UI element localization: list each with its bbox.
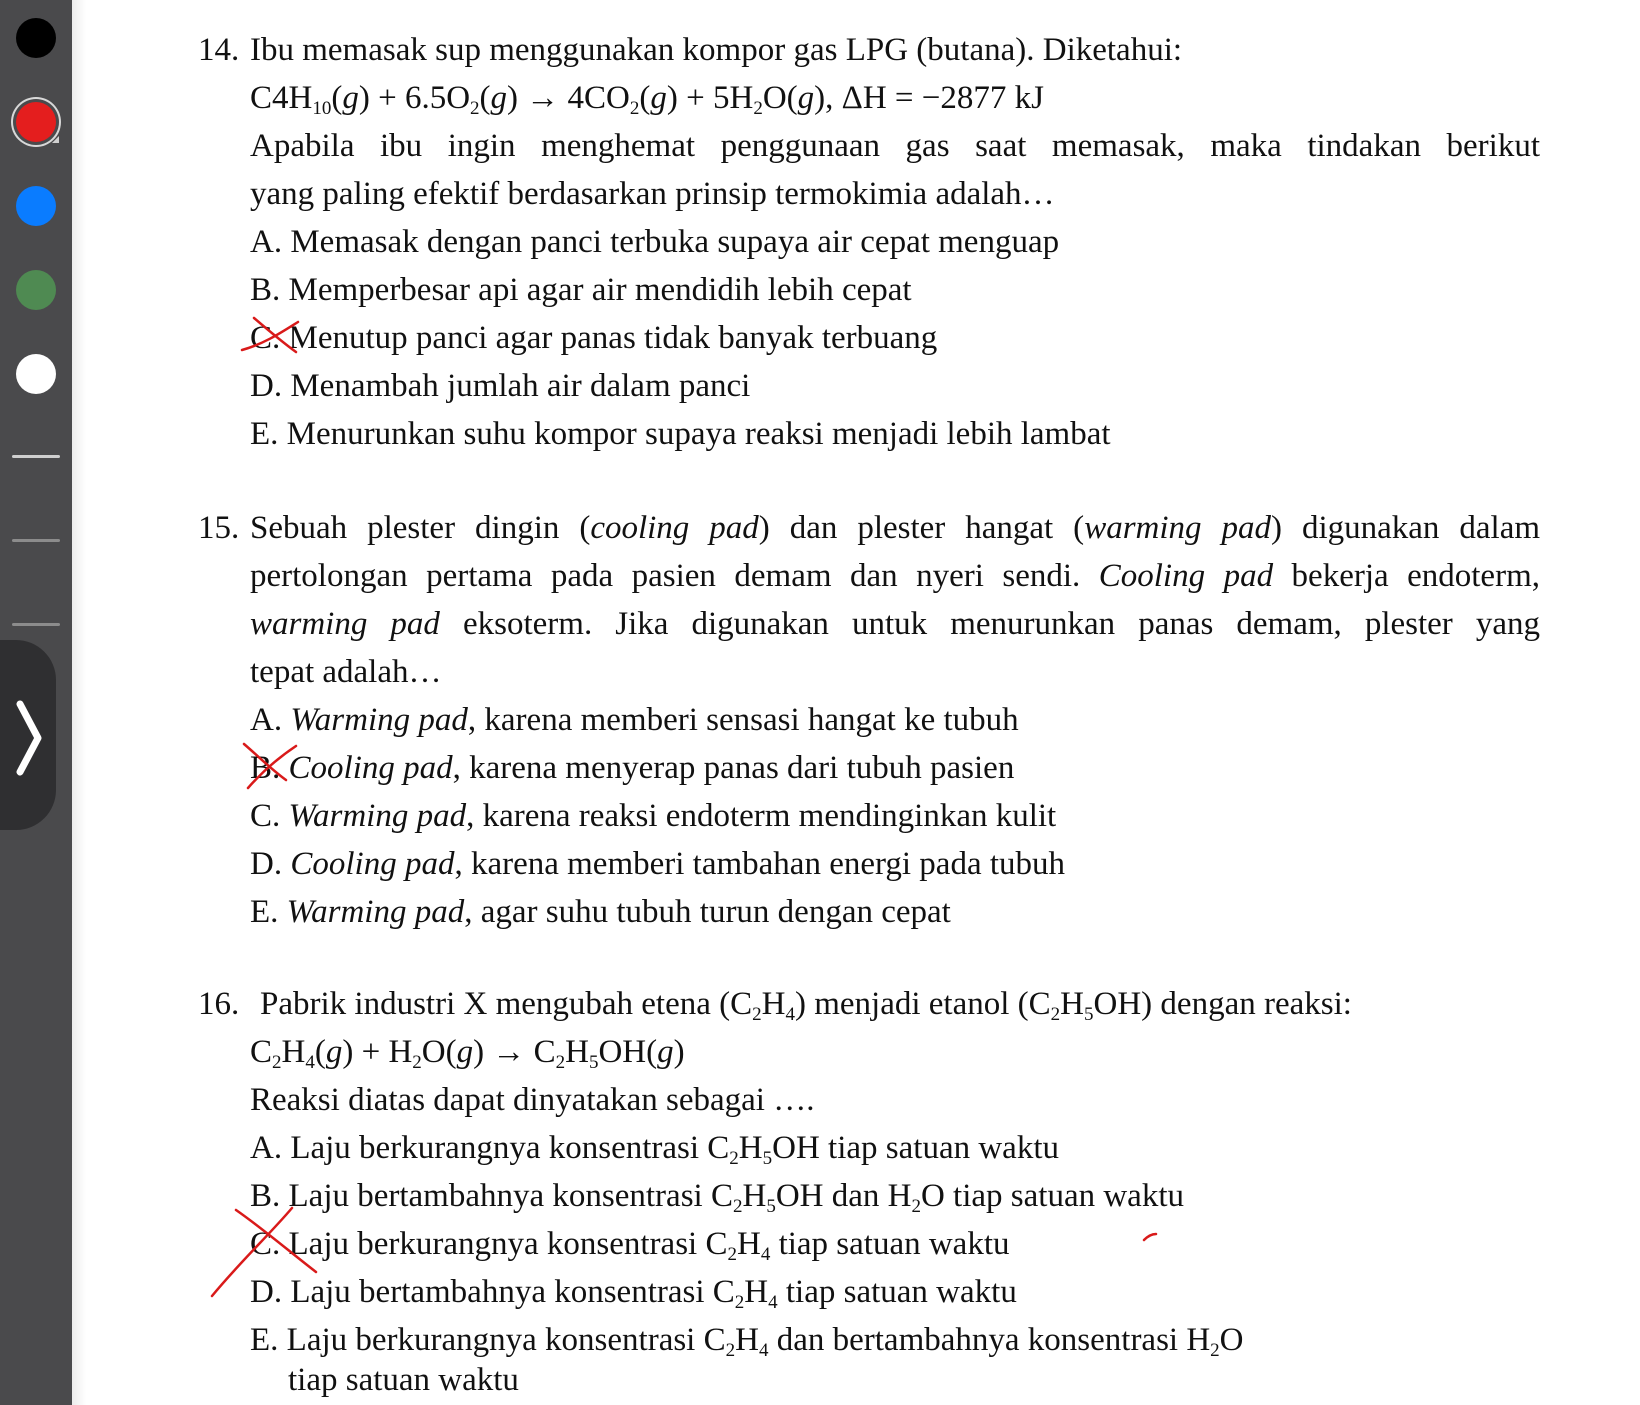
question-14-option-a[interactable]: A. Memasak dengan panci terbuka supaya air cepat menguap: [250, 224, 1060, 260]
question-15-option-e[interactable]: E. Warming pad, agar suhu tubuh turun dengan cepat: [250, 894, 951, 930]
question-15-option-c[interactable]: C. Warming pad, karena reaksi endoterm mendinginkan kulit: [250, 798, 1057, 834]
question-14-option-e[interactable]: E. Menurunkan suhu kompor supaya reaksi menjadi lebih lambat: [250, 416, 1111, 452]
question-15-option-d[interactable]: D. Cooling pad, karena memberi tambahan energi pada tubuh: [250, 846, 1066, 882]
question-14-intro: Ibu memasak sup menggunakan kompor gas LPG (butana). Diketahui:: [250, 32, 1183, 68]
question-16-option-b[interactable]: B. Laju bertambahnya konsentrasi $C_2H_5OH$ dan $H_2O$ tiap satuan waktu: [250, 1178, 1184, 1217]
question-16-option-c[interactable]: C. Laju berkurangnya konsentrasi $C_2H_4$ tiap satuan waktu: [250, 1226, 1010, 1265]
question-14-stem-line-2: yang paling efektif berdasarkan prinsip termokimia adalah…: [250, 176, 1055, 212]
question-15-stem-line-2: pertolongan pertama pada pasien demam dan nyeri sendi. Cooling pad bekerja endoterm,: [250, 558, 1540, 594]
question-16-option-e-continued: tiap satuan waktu: [288, 1362, 519, 1398]
question-15-stem-line-4: tepat adalah…: [250, 654, 442, 690]
question-14-option-c[interactable]: C. Menutup panci agar panas tidak banyak terbuang: [250, 320, 938, 356]
question-16-number: 16.: [198, 986, 240, 1022]
question-14-option-b[interactable]: B. Memperbesar api agar air mendidih lebih cepat: [250, 272, 912, 308]
question-15-stem-line-1: Sebuah plester dingin (cooling pad) dan plester hangat (warming pad) digunakan dalam: [250, 510, 1541, 546]
question-15-stem-line-3: warming pad eksoterm. Jika digunakan untuk menurunkan panas demam, plester yang: [250, 606, 1540, 642]
question-16-option-d[interactable]: D. Laju bertambahnya konsentrasi $C_2H_4$ tiap satuan waktu: [250, 1274, 1017, 1313]
question-14-number: 14.: [198, 32, 240, 68]
question-16-intro: Pabrik industri X mengubah etena $(C_2H_4)$ menjadi etanol $(C_2H_5OH)$ dengan reaksi:: [260, 986, 1352, 1025]
question-16-equation: $C_2H_4(g) + H_2O(g) \to C_2H_5OH(g)$: [250, 1034, 685, 1073]
question-15-number: 15.: [198, 510, 240, 546]
question-16-option-a[interactable]: A. Laju berkurangnya konsentrasi $C_2H_5OH$ tiap satuan waktu: [250, 1130, 1059, 1169]
question-14-equation: $C4H_{10}(g) + 6.5O_2(g) \to 4CO_2(g) + 5H_2O(g)$, ΔH = −2877 kJ: [250, 80, 1044, 119]
question-16-stem: Reaksi diatas dapat dinyatakan sebagai ….: [250, 1082, 815, 1118]
question-14-stem-line-1: Apabila ibu ingin menghemat penggunaan gas saat memasak, maka tindakan berikut: [250, 128, 1540, 164]
question-15-option-b[interactable]: B. Cooling pad, karena menyerap panas dari tubuh pasien: [250, 750, 1015, 786]
question-14-option-d[interactable]: D. Menambah jumlah air dalam panci: [250, 368, 751, 404]
question-16-option-e[interactable]: E. Laju berkurangnya konsentrasi $C_2H_4$ dan bertambahnya konsentrasi $H_2O$: [250, 1322, 1244, 1361]
question-15-option-a[interactable]: A. Warming pad, karena memberi sensasi hangat ke tubuh: [250, 702, 1019, 738]
